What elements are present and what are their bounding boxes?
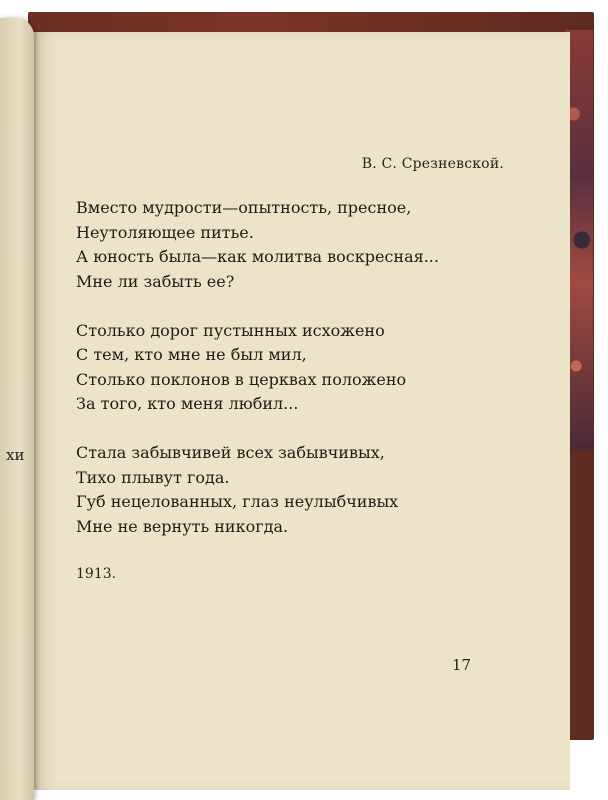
poem-line: Стала забывчивей всех забывчивых, — [76, 443, 385, 462]
poem-body — [76, 196, 439, 564]
left-page-text-fragment: хи — [6, 446, 25, 464]
poem-line: Мне ли забыть ее? — [76, 271, 235, 291]
poem-line: Мне не вернуть никогда. — [76, 516, 289, 536]
stanza — [76, 196, 439, 294]
poem-year: 1913. — [76, 566, 117, 582]
poem-line: С тем, кто мне не был мил, — [76, 345, 307, 364]
poem-line: Вместо мудрости—опытность, пресное, — [76, 198, 412, 217]
poem-line: А юность была—как молитва воскресная... — [76, 247, 439, 266]
poem-line: Тихо плывут года. — [76, 467, 230, 487]
stanza — [76, 441, 439, 539]
poem-line: Столько дорог пустынных исхожено — [76, 320, 385, 340]
poem-dedication: В. С. Срезневской. — [361, 156, 504, 172]
left-page-edge — [0, 18, 34, 800]
poem-line: Неутоляющее питье. — [76, 222, 254, 242]
poem-line: Столько поклонов в церквах положено — [76, 369, 407, 389]
poem-line: Губ нецелованных, глаз неулыбчивых — [76, 492, 399, 511]
stanza — [76, 319, 439, 417]
page-number: 17 — [452, 656, 472, 674]
poem-line: За того, кто меня любил... — [76, 394, 299, 413]
